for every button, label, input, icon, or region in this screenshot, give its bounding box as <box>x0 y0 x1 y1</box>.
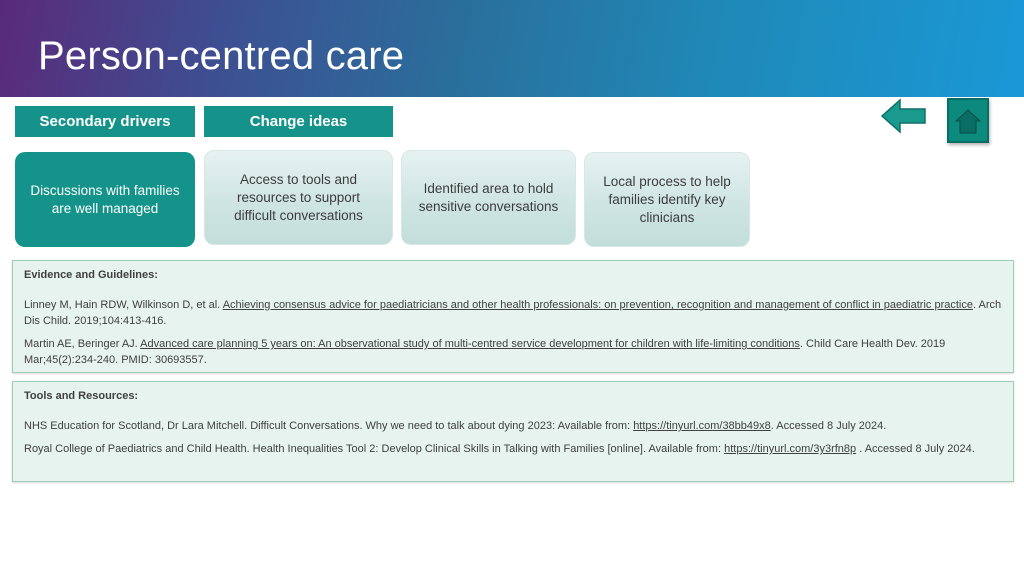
resource-link[interactable]: https://tinyurl.com/3y3rfn8p <box>724 443 857 455</box>
back-button[interactable] <box>880 97 928 135</box>
tools-panel <box>12 381 1014 482</box>
evidence-heading: Evidence and Guidelines: <box>24 269 158 281</box>
page-title: Person-centred care <box>38 34 405 78</box>
home-button[interactable] <box>947 98 989 143</box>
reference-link[interactable]: Achieving consensus advice for paediatricians and other health professionals: on prevention, recognition and management of conflict in paediatric practice <box>222 299 973 311</box>
home-icon <box>953 106 983 136</box>
secondary-driver-text: Discussions with families are well managed <box>30 182 180 216</box>
change-idea-card[interactable] <box>584 152 750 247</box>
change-idea-card[interactable] <box>204 150 393 245</box>
secondary-drivers-label: Secondary drivers <box>15 106 195 137</box>
resource-link[interactable]: https://tinyurl.com/38bb49x8 <box>633 420 771 432</box>
secondary-driver-card[interactable] <box>15 152 195 247</box>
change-ideas-label: Change ideas <box>204 106 393 137</box>
reference-link[interactable]: Advanced care planning 5 years on: An observational study of multi-centred service development for children with life-limiting conditions <box>140 338 800 350</box>
evidence-panel <box>12 260 1014 373</box>
resource-item: Royal College of Paediatrics and Child Health. Health Inequalities Tool 2: Develop Clinical Skills in Talking with Families [online]. Available from: https://tinyurl.com/3y3rfn8p . Accessed 8 July 2024. <box>24 443 975 455</box>
tools-heading: Tools and Resources: <box>24 390 139 402</box>
change-idea-text: Access to tools and resources to support difficult conversations <box>234 171 363 223</box>
reference-item: Martin AE, Beringer AJ. Advanced care planning 5 years on: An observational study of multi-centred service development for children with life-limiting conditions. Child Care Health Dev. 2019 Mar;45(2):234-240. PMID: 30693557. <box>24 338 946 366</box>
reference-item: Linney M, Hain RDW, Wilkinson D, et al. Achieving consensus advice for paediatricians and other health professionals: on prevention, recognition and management of conflict in paediatric practice. Arch Dis Child. 2019;104:413-416. <box>24 299 1002 327</box>
back-arrow-icon <box>880 97 928 135</box>
resource-item: NHS Education for Scotland, Dr Lara Mitchell. Difficult Conversations. Why we need to talk about dying 2023: Available from: https://tinyurl.com/38bb49x8. Accessed 8 July 2024. <box>24 420 887 432</box>
change-idea-text: Local process to help families identify key clinicians <box>603 173 731 225</box>
header-banner <box>0 0 1024 97</box>
change-idea-card[interactable] <box>401 150 576 245</box>
change-idea-text: Identified area to hold sensitive conversations <box>418 180 559 214</box>
